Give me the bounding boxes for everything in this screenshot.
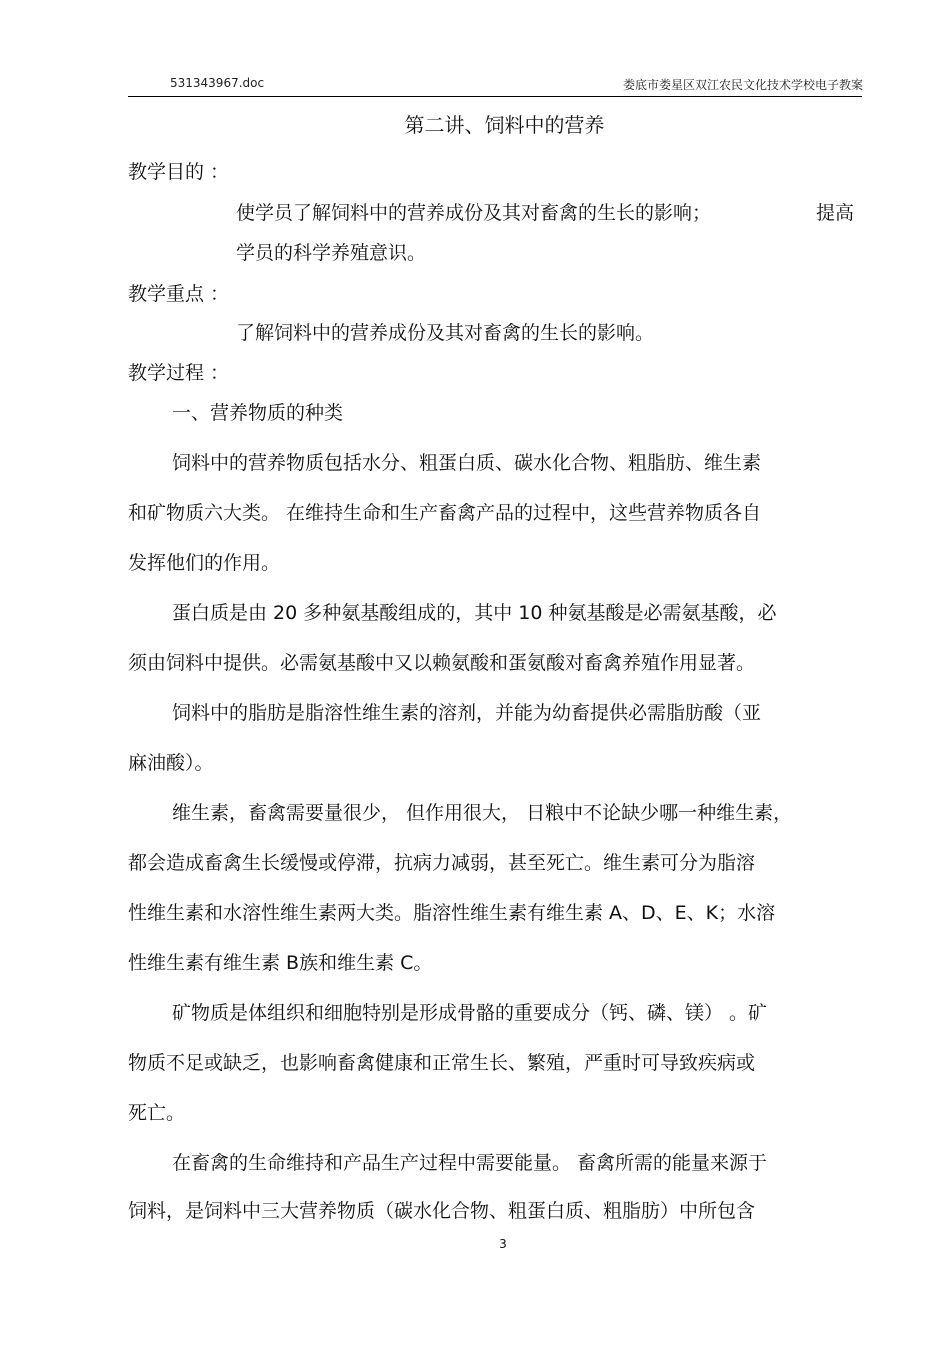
header-divider	[128, 96, 862, 97]
paragraph-line: 须由饲料中提供。必需氨基酸中又以赖氨酸和蛋氨酸对畜禽养殖作用显著。	[128, 652, 756, 674]
focus-label: 教学重点 ：	[128, 283, 230, 305]
header-filename: 531343967.doc	[170, 76, 265, 90]
objective-line-2: 学员的科学养殖意识。	[236, 242, 427, 264]
paragraph-line: 死亡。	[128, 1102, 186, 1124]
page-number: 3	[499, 1237, 507, 1251]
paragraph-line: 饲料中的脂肪是脂溶性维生素的溶剂，并能为幼畜提供必需脂肪酸（亚	[172, 702, 762, 724]
lecture-title: 第二讲、饲料中的营养	[404, 113, 605, 137]
objective-line-1-end: 提高	[816, 202, 855, 224]
section-heading: 一、营养物质的种类	[172, 402, 344, 424]
paragraph-line: 蛋白质是由 20 多种氨基酸组成的，其中 10 种氨基酸是必需氨基酸，必	[172, 602, 777, 624]
paragraph-line: 饲料中的营养物质包括水分、粗蛋白质、碳水化合物、粗脂肪、维生素	[172, 452, 762, 474]
paragraph-line: 麻油酸）。	[128, 752, 214, 774]
paragraph-line: 在畜禽的生命维持和产品生产过程中需要能量。 畜禽所需的能量来源于	[172, 1152, 768, 1174]
process-label: 教学过程 ：	[128, 362, 230, 384]
objective-line-1: 使学员了解饲料中的营养成份及其对畜禽的生长的影响；	[236, 202, 712, 224]
paragraph-line: 矿物质是体组织和细胞特别是形成骨骼的重要成分（钙、磷、镁） 。矿	[172, 1002, 768, 1024]
paragraph-line: 物质不足或缺乏，也影响畜禽健康和正常生长、繁殖，严重时可导致疾病或	[128, 1052, 756, 1074]
paragraph-line: 都会造成畜禽生长缓慢或停滞，抗病力减弱，甚至死亡。维生素可分为脂溶	[128, 852, 756, 874]
paragraph-line: 和矿物质六大类。 在维持生命和生产畜禽产品的过程中，这些营养物质各自	[128, 502, 762, 524]
focus-line-1: 了解饲料中的营养成份及其对畜禽的生长的影响。	[236, 322, 655, 344]
paragraph-line: 饲料，是饲料中三大营养物质（碳水化合物、粗蛋白质、粗脂肪）中所包含	[128, 1200, 756, 1222]
paragraph-line: 发挥他们的作用。	[128, 552, 281, 574]
paragraph-line: 维生素，畜禽需要量很少， 但作用很大， 日粮中不论缺少哪一种维生素，	[172, 802, 793, 824]
objective-label: 教学目的 ：	[128, 161, 230, 183]
header-school-name: 娄底市娄星区双江农民文化技术学校电子教案	[622, 78, 863, 92]
paragraph-line: 性维生素有维生素 B族和维生素 C。	[128, 952, 433, 974]
paragraph-line: 性维生素和水溶性维生素两大类。脂溶性维生素有维生素 A、D、E、K；水溶	[128, 902, 776, 924]
